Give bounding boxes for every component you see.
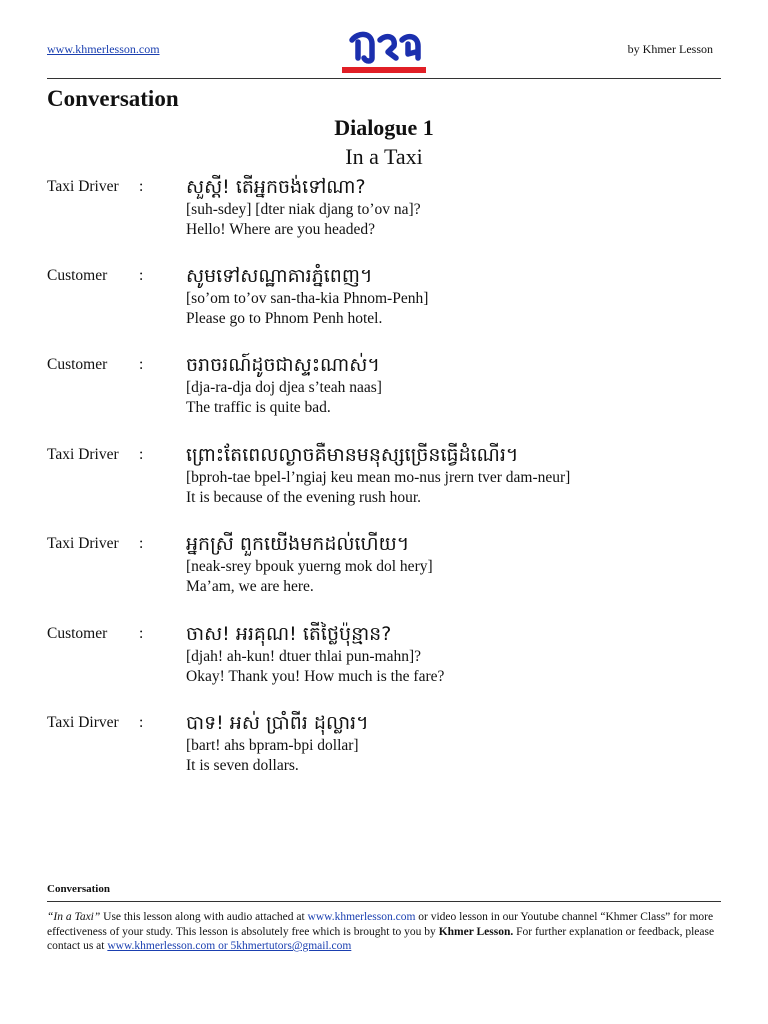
english-translation: Ma’am, we are here. <box>186 578 314 595</box>
line-content <box>186 352 726 418</box>
english-translation: Hello! Where are you headed? <box>186 221 376 238</box>
romanization-text: [djah! ah-kun! dtuer thlai pun-mahn]? <box>186 648 421 665</box>
footer-contact-link[interactable]: www.khmerlesson.com or 5khmertutors@gmail.com <box>107 940 352 952</box>
line-content <box>186 174 726 240</box>
khmer-text: ចរាចរណ៍ដូចជាស្ទះណាស់។ <box>186 354 380 376</box>
english-translation: It is seven dollars. <box>186 757 299 774</box>
romanization-text: [suh-sdey] [dter niak djang to’ov na]? <box>186 201 421 218</box>
speaker-colon: : <box>139 178 144 195</box>
header-divider <box>47 78 721 79</box>
speaker-colon: : <box>139 714 144 731</box>
speaker-colon: : <box>139 535 144 552</box>
footer-divider <box>47 901 721 902</box>
speaker-colon: : <box>139 625 144 642</box>
speaker-colon: : <box>139 267 144 284</box>
romanization-text: [bart! ahs bpram-bpi dollar] <box>186 737 359 754</box>
speaker-label: Taxi Dirver <box>47 714 119 731</box>
footer-text-1: Use this lesson along with audio attached at <box>100 911 308 923</box>
speaker-label: Taxi Driver <box>47 535 119 552</box>
english-translation: The traffic is quite bad. <box>186 399 331 416</box>
khmer-text: សួស្តី! តើអ្នកចង់ទៅណា? <box>186 176 366 198</box>
line-content <box>186 621 726 687</box>
speaker-colon: : <box>139 446 144 463</box>
section-title: Conversation <box>47 86 179 111</box>
header-byline: by Khmer Lesson <box>627 42 713 56</box>
english-translation: Please go to Phnom Penh hotel. <box>186 310 383 327</box>
footer-text-3: For further explanation or feedback, please contact us at <box>47 925 715 952</box>
footer-title: Conversation <box>47 883 110 895</box>
khmer-lesson-logo <box>338 28 430 76</box>
footer-lesson-name: “In a Taxi” <box>47 911 101 923</box>
line-content <box>186 531 726 597</box>
footer-brand: Khmer Lesson. <box>438 925 514 938</box>
speaker-label: Taxi Driver <box>47 446 119 463</box>
khmer-text: ចាស! អរគុណ! តើថ្លៃប៉ុន្មាន? <box>186 623 392 645</box>
dialogue-subtitle: In a Taxi <box>345 144 423 169</box>
romanization-text: [bproh-tae bpel-l’ngiaj keu mean mo-nus jrern tver dam-neur] <box>186 469 571 486</box>
speaker-label: Customer <box>47 625 108 642</box>
khmer-text: អ្នកស្រី ពួកយើងមកដល់ហើយ។ <box>186 533 410 555</box>
speaker-colon: : <box>139 356 144 373</box>
line-content <box>186 710 726 776</box>
romanization-text: [dja-ra-dja doj djea s’teah naas] <box>186 379 382 396</box>
romanization-text: [so’om to’ov san-tha-kia Phnom-Penh] <box>186 290 429 307</box>
header-site-link[interactable]: www.khmerlesson.com <box>47 42 160 56</box>
speaker-label: Customer <box>47 356 108 373</box>
footer-note <box>47 910 722 954</box>
line-content <box>186 442 726 508</box>
speaker-label: Customer <box>47 267 108 284</box>
footer-text-2: or video lesson in our Youtube channel “Khmer Class” for more effectiveness of your study. This lesson is absolutely free which is brought to you by <box>47 911 714 938</box>
romanization-text: [neak-srey bpouk yuerng mok dol hery] <box>186 558 433 575</box>
khmer-text: បាទ! អស់ ប្រាំពីរ ដុល្លារ។ <box>186 712 369 734</box>
speaker-label: Taxi Driver <box>47 178 119 195</box>
khmer-text: ព្រោះតែពេលល្ងាចគឺមានមនុស្សច្រើនធ្វើដំណើរ។ <box>186 444 519 466</box>
dialogue-title: Dialogue 1 <box>334 115 434 140</box>
line-content <box>186 263 726 329</box>
footer-site-link[interactable]: www.khmerlesson.com <box>307 911 416 923</box>
khmer-text: សូមទៅសណ្ឋាគារភ្នំពេញ។ <box>186 265 373 287</box>
english-translation: It is because of the evening rush hour. <box>186 489 422 506</box>
english-translation: Okay! Thank you! How much is the fare? <box>186 668 445 685</box>
